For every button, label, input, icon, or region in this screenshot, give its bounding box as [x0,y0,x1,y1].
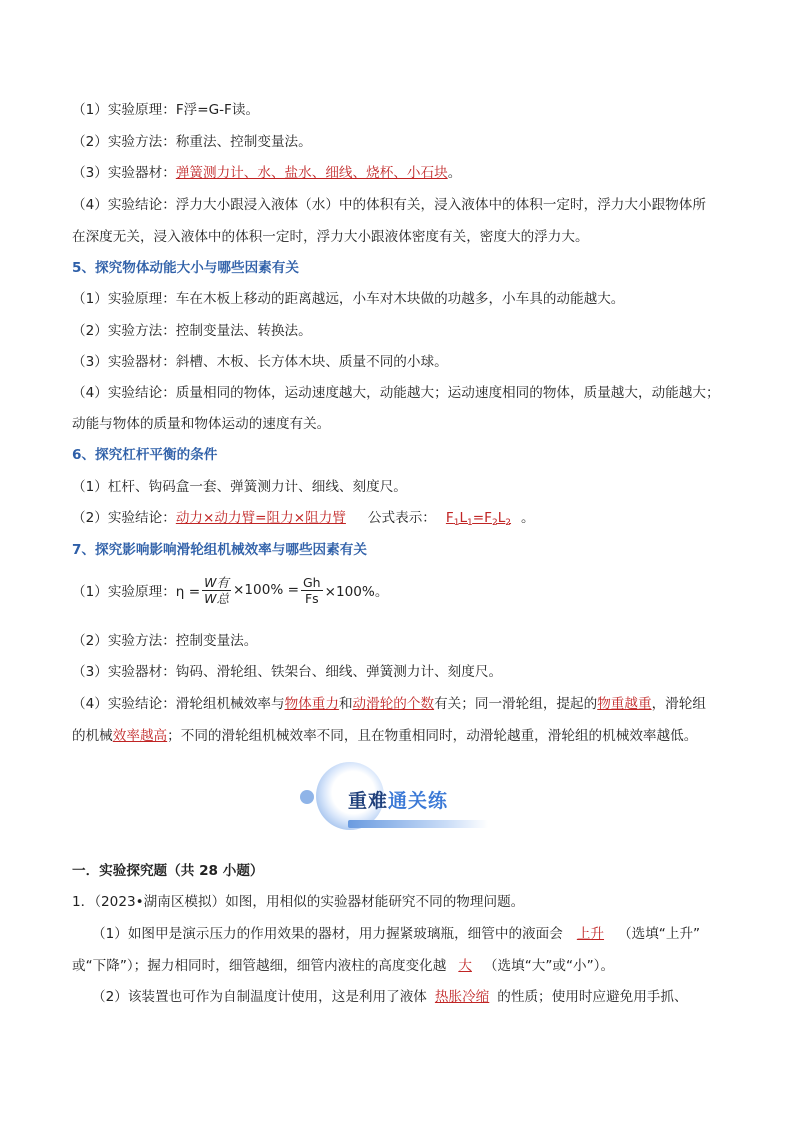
kinetic-principle: （1）实验原理：车在木板上移动的距离越远，小车对木块做的功越多，小车具的动能越大。 [72,291,625,307]
pulley-equipment: （3）实验器材：钩码、滑轮组、铁架台、细线、弹簧测力计、刻度尺。 [72,664,503,680]
kinetic-heading: 5、探究物体动能大小与哪些因素有关 [72,260,299,276]
question-1-part2: （2）该装置也可作为自制温度计使用，这是利用了液体 热胀冷缩 的性质；使用时应避免用手抓、 [92,989,688,1005]
answer-rise: 上升 [576,926,605,942]
lever-equipment: （1）杠杆、钩码盒一套、弹簧测力计、细线、刻度尺。 [72,479,407,495]
buoyancy-method: （2）实验方法：称重法、控制变量法。 [72,134,312,150]
banner-bar-decoration [348,820,488,828]
answer-pulley-count: 动滑轮的个数 [352,696,435,712]
question-1-part1-line1: （1）如图甲是演示压力的作用效果的器材，用力握紧玻璃瓶，细管中的液面会 上升 （选填“上升” [92,926,701,942]
lever-formula-answer: $F_1L_1=F_2L_2$ [445,510,512,528]
gh-fs-fraction: $\frac{Gh}{Fs}$ [302,574,321,606]
buoyancy-conclusion-line2: 在深度无关，浸入液体中的体积一定时，浮力大小跟液体密度有关，密度大的浮力大。 [72,229,589,245]
answer-higher-efficiency: 效率越高 [112,728,168,744]
section-heading: 一．实验探究题（共 28 小题） [72,863,264,879]
buoyancy-equipment-answer: 弹簧测力计、水、盐水、细线、烧杯、小石块 [175,165,448,181]
kinetic-equipment: （3）实验器材：斜槽、木板、长方体木块、质量不同的小球。 [72,354,448,370]
buoyancy-conclusion-line1: （4）实验结论：浮力大小跟浸入液体（水）中的体积有关，浸入液体中的体积一定时，浮力大小跟物体所 [72,197,706,213]
answer-thermal-expansion: 热胀冷缩 [434,989,490,1005]
pulley-conclusion-line1: （4）实验结论：滑轮组机械效率与物体重力和动滑轮的个数有关；同一滑轮组，提起的物重越重，滑轮组 [72,696,706,712]
answer-heavier-load: 物重越重 [597,696,652,712]
lever-conclusion: （2）实验结论：动力×动力臂=阻力×阻力臂 公式表示： $F_1L_1=F_2L_2$ 。 [72,510,535,528]
buoyancy-formula: F浮=G-F读。 [175,102,260,118]
answer-large: 大 [458,958,472,974]
kinetic-conclusion-line1: （4）实验结论：质量相同的物体，运动速度越大，动能越大；运动速度相同的物体，质量越大，动能越大； [72,385,720,401]
pulley-heading: 7、探究影响影响滑轮组机械效率与哪些因素有关 [72,542,367,558]
lever-heading: 6、探究杠杆平衡的条件 [72,447,218,463]
kinetic-conclusion-line2: 动能与物体的质量和物体运动的速度有关。 [72,416,331,432]
answer-object-weight: 物体重力 [284,696,339,712]
section-banner [300,762,490,832]
question-1-stem: 1．（2023•湖南区模拟）如图，用相似的实验器材能研究不同的物理问题。 [72,894,525,910]
banner-title: 重难通关练 [348,790,449,812]
kinetic-method: （2）实验方法：控制变量法、转换法。 [72,323,312,339]
lever-conclusion-answer: 动力×动力臂=阻力×阻力臂 [175,510,346,526]
buoyancy-principle: （1）实验原理：F浮=G-F读。 [72,102,260,118]
pulley-conclusion-line2: 的机械效率越高；不同的滑轮组机械效率不同，且在物重相同时，动滑轮越重，滑轮组的机械效率越低。 [72,728,698,744]
useful-total-fraction: $\frac{\text{W有}}{\text{W总}}$ [204,574,230,606]
banner-dot-decoration [300,790,314,804]
pulley-method: （2）实验方法：控制变量法。 [72,633,258,649]
buoyancy-equipment: （3）实验器材：弹簧测力计、水、盐水、细线、烧杯、小石块。 [72,165,462,181]
question-1-part1-line2: 或“下降”）；握力相同时，细管越细，细管内液柱的高度变化越 大 （选填“大”或“小”）。 [72,958,615,974]
pulley-efficiency-formula: （1）实验原理：η = $\frac{\text{W有}}{\text{W总}}$ ×100% = $\frac{Gh}{Fs}$ ×100%。 [72,574,389,606]
